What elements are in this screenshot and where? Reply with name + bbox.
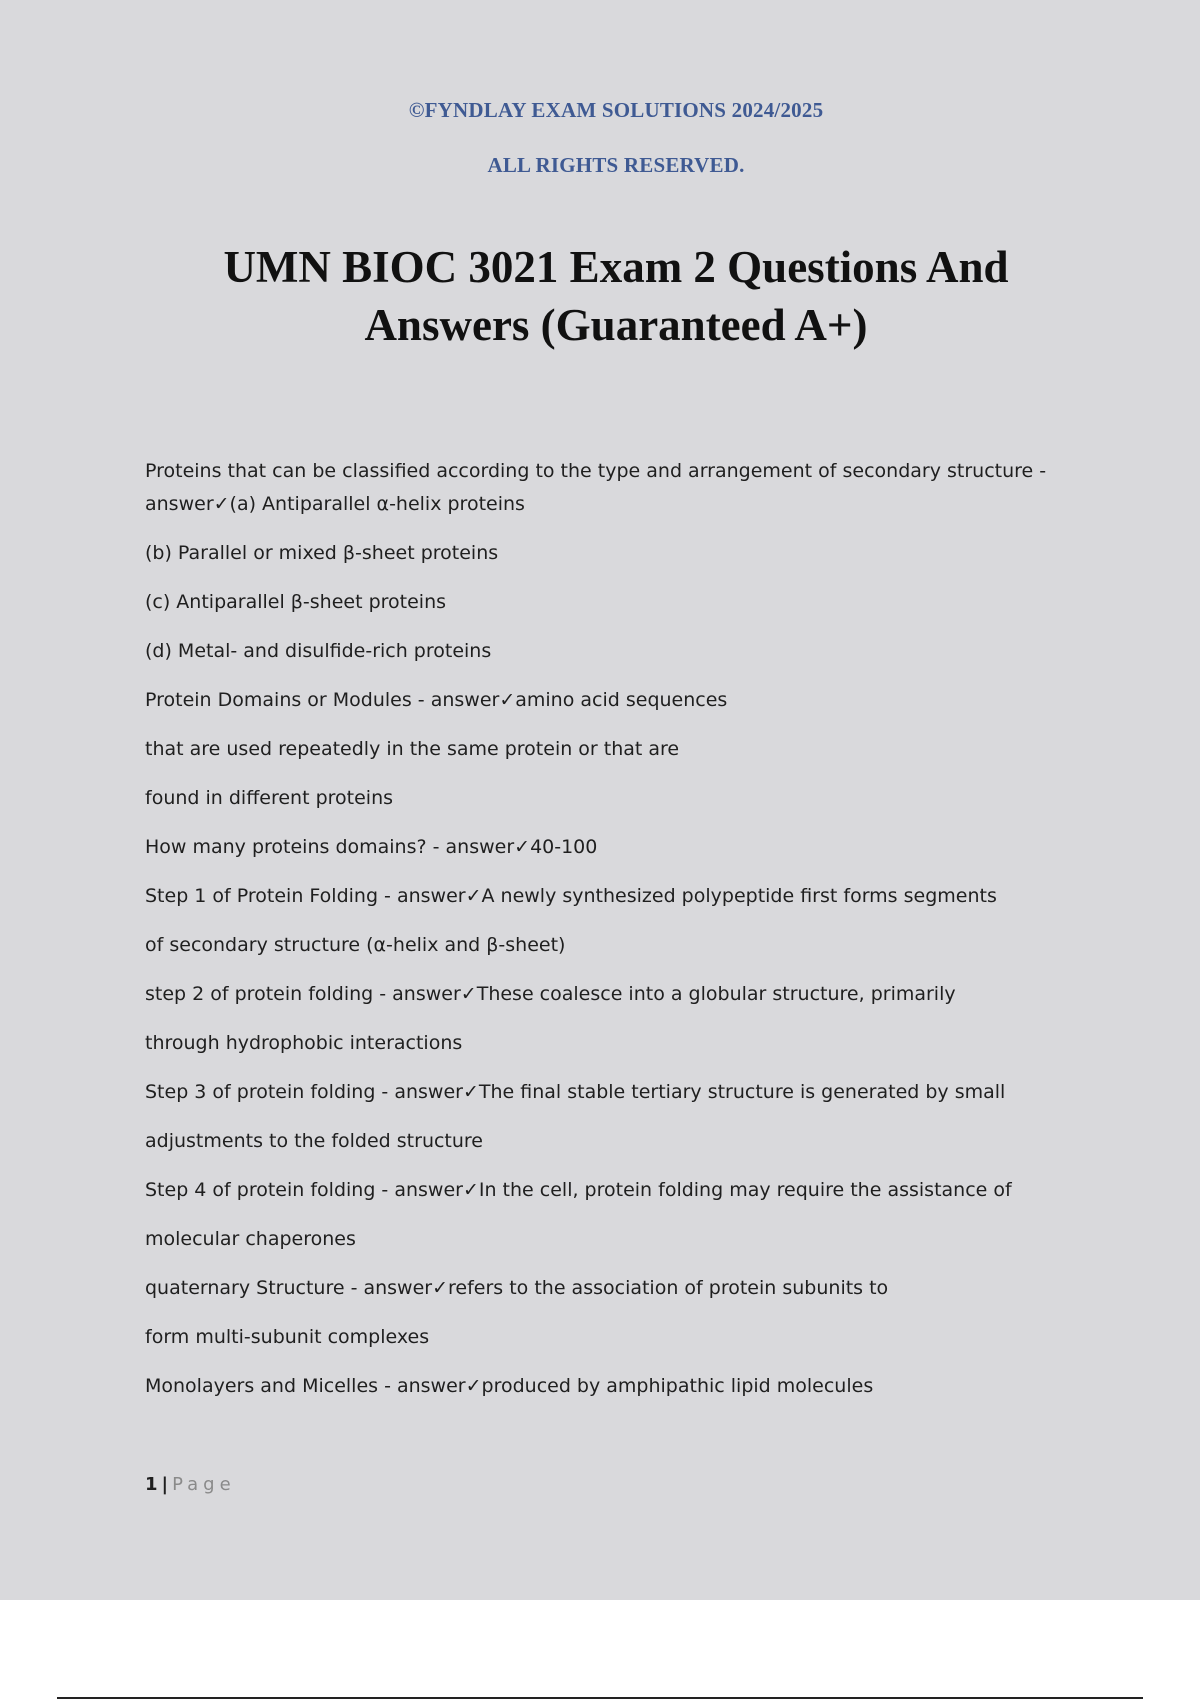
page-label: Page <box>172 1474 236 1495</box>
qa-line: found in different proteins <box>145 787 394 809</box>
bottom-divider <box>57 1697 1143 1699</box>
copyright-header: ©FYNDLAY EXAM SOLUTIONS 2024/2025 <box>408 98 824 122</box>
qa-line: (b) Parallel or mixed β-sheet proteins <box>145 542 499 564</box>
qa-line: molecular chaperones <box>145 1228 356 1250</box>
qa-line: How many proteins domains? - answer✓40-100 <box>145 836 598 858</box>
title-line-2: Answers (Guaranteed A+) <box>364 300 868 350</box>
page-number: 1 <box>145 1474 158 1495</box>
rights-reserved-header: ALL RIGHTS RESERVED. <box>487 153 745 177</box>
qa-line: Proteins that can be classified according to the type and arrangement of secondary structure - <box>145 460 1047 482</box>
qa-line: Step 4 of protein folding - answer✓In the cell, protein folding may require the assistance of <box>145 1179 1012 1201</box>
qa-line: Protein Domains or Modules - answer✓amino acid sequences <box>145 689 728 711</box>
qa-line: Monolayers and Micelles - answer✓produced by amphipathic lipid molecules <box>145 1375 874 1397</box>
qa-line: that are used repeatedly in the same protein or that are <box>145 738 680 760</box>
footer-separator: | <box>161 1474 169 1495</box>
title-line-1: UMN BIOC 3021 Exam 2 Questions And <box>223 242 1009 292</box>
document-title <box>120 238 1112 354</box>
qa-line: of secondary structure (α-helix and β-sheet) <box>145 934 566 956</box>
qa-line: step 2 of protein folding - answer✓These coalesce into a globular structure, primarily <box>145 983 956 1005</box>
qa-line: adjustments to the folded structure <box>145 1130 484 1152</box>
qa-line: quaternary Structure - answer✓refers to the association of protein subunits to <box>145 1277 889 1299</box>
qa-line: (d) Metal- and disulfide-rich proteins <box>145 640 492 662</box>
qa-line: answer✓(a) Antiparallel α-helix proteins <box>145 493 525 515</box>
page-footer <box>145 1474 236 1495</box>
qa-content <box>145 455 1085 1403</box>
qa-line: Step 1 of Protein Folding - answer✓A newly synthesized polypeptide first forms segments <box>145 885 997 907</box>
qa-line: through hydrophobic interactions <box>145 1032 463 1054</box>
qa-line: form multi-subunit complexes <box>145 1326 430 1348</box>
qa-line: Step 3 of protein folding - answer✓The final stable tertiary structure is generated by small <box>145 1081 1006 1103</box>
qa-line: (c) Antiparallel β-sheet proteins <box>145 591 447 613</box>
